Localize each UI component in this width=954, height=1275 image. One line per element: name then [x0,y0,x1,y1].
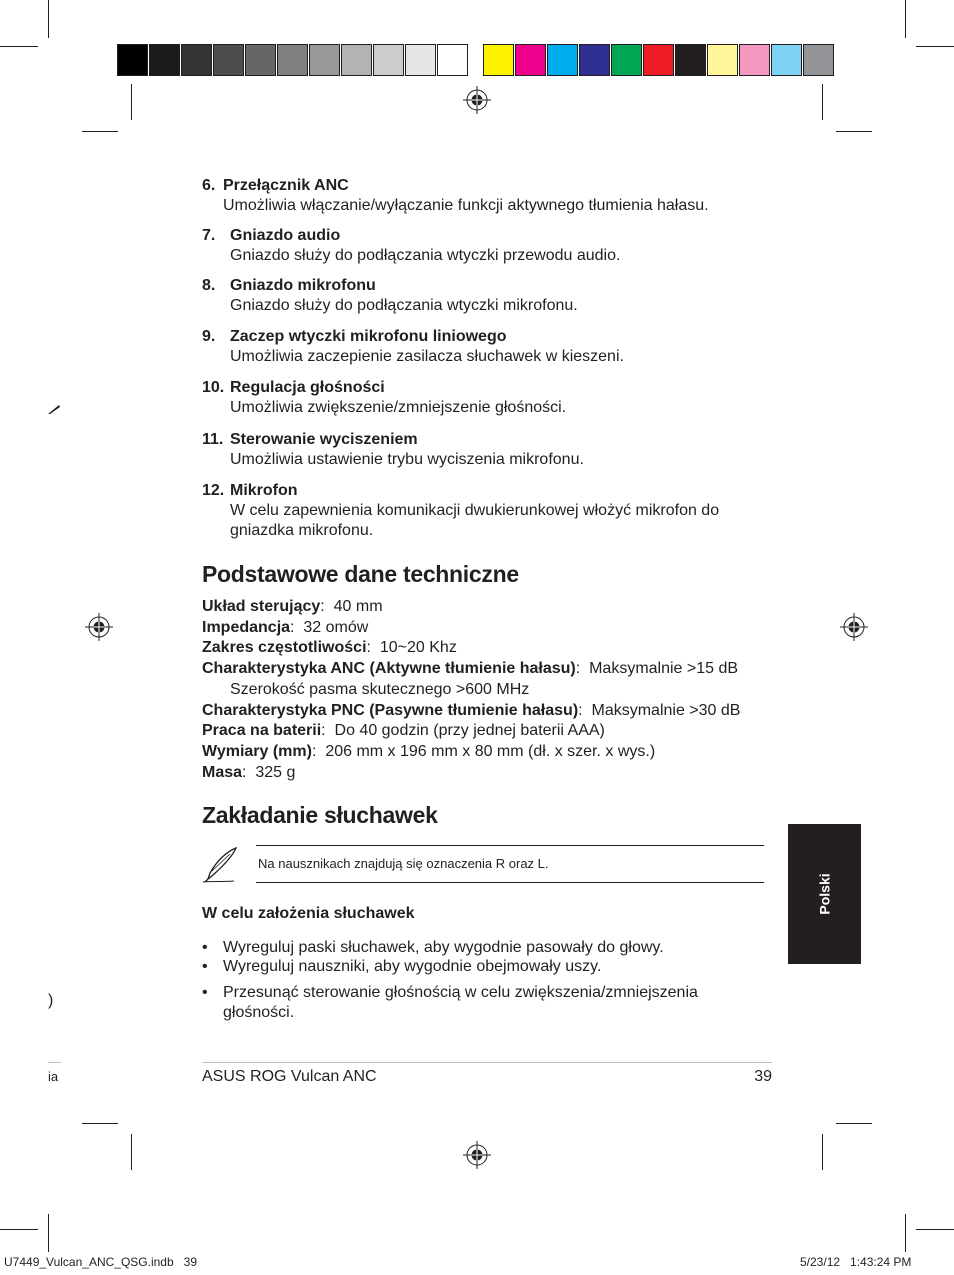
bullet-text: Wyreguluj paski słuchawek, aby wygodnie pasowały do głowy. [223,939,664,956]
registration-mark-icon [463,1141,491,1169]
note-pen-icon [200,845,240,885]
feature-item-header [202,481,719,501]
crop-mark [916,46,954,47]
feature-item-description: Gniazdo służy do podłączania wtyczki mikrofonu. [230,297,578,314]
gray-swatch [405,44,436,76]
process-swatch [643,44,674,76]
specs-heading: Podstawowe dane techniczne [202,561,519,587]
feature-item-description: gniazdka mikrofonu. [230,522,374,539]
gray-swatch [117,44,148,76]
spec-value: 206 mm x 196 mm x 80 mm (dł. x szer. x wys.) [325,742,656,760]
feature-item-number: 7. [202,227,216,244]
spec-row [202,618,740,639]
spec-row [202,763,740,784]
registration-mark-icon [85,613,113,641]
process-swatch [771,44,802,76]
slug-datetime: 5/23/12 1:43:24 PM [800,1255,912,1269]
feature-item-title: Mikrofon [230,482,298,499]
feature-item-header [202,276,578,296]
feature-item-number: 6. [202,177,216,194]
gray-swatch [181,44,212,76]
feature-item-title: Regulacja głośności [230,379,385,396]
process-swatch [611,44,642,76]
bullet-dot: • [202,958,208,975]
feature-item-number: 11. [202,431,224,448]
feature-item [202,176,709,216]
spec-separator: : [575,660,590,678]
feature-item-number: 12. [202,482,225,499]
process-swatch [515,44,546,76]
gray-swatch [213,44,244,76]
process-swatch [483,44,514,76]
slug-file: U7449_Vulcan_ANC_QSG.indb 39 [4,1255,198,1269]
spec-row [202,701,740,722]
spec-label: Układ sterujący [202,598,321,615]
crop-mark [836,131,872,132]
feature-item-number: 9. [202,328,216,345]
spec-label: Masa [202,763,243,781]
registration-mark-icon [463,86,491,114]
feature-item-header [202,327,624,347]
spec-value: 32 omów [303,618,369,636]
bullet-dot: • [202,939,208,956]
footer-rule [202,1062,772,1063]
feature-item-title: Sterowanie wyciszeniem [230,431,418,448]
feature-item-header [202,176,709,196]
feature-item [202,430,584,470]
crop-mark [82,131,118,132]
spec-value: Maksymalnie >15 dB [589,660,739,678]
gray-swatch [245,44,276,76]
spec-separator: : [311,742,326,760]
pen-fragment-icon [47,403,61,415]
page-number: 39 [754,1068,772,1085]
spec-value: 325 g [255,763,296,781]
process-swatch [675,44,706,76]
note-rule-bottom [256,882,764,883]
spec-separator: : [366,639,380,657]
feature-item-description: Umożliwia zwiększenie/zmniejszenie głośności. [230,399,567,416]
spec-row [202,597,740,618]
crop-mark [905,0,906,38]
language-side-tab [788,824,861,964]
process-swatch [579,44,610,76]
feature-item [202,226,620,266]
spec-row [202,680,740,701]
feature-item-number: 10. [202,379,225,396]
registration-mark-icon [840,613,868,641]
bullet-text: Przesunąć sterowanie głośnością w celu zwiększenia/zmniejszenia głośności. [223,984,698,1021]
feature-item-title: Przełącznik ANC [223,177,349,194]
crop-mark [905,1214,906,1252]
gray-swatch [437,44,468,76]
wearing-subheading: W celu założenia słuchawek [202,905,415,922]
left-footer-fragment: ia [48,1069,59,1084]
feature-item-number: 8. [202,277,216,294]
spec-label: Wymiary (mm) [202,742,312,760]
feature-item-header [202,430,584,450]
spec-separator: : [290,618,304,636]
gray-swatch [341,44,372,76]
spec-value: Do 40 godzin (przy jednej baterii AAA) [334,722,605,740]
feature-item [202,276,578,316]
crop-mark [82,1123,118,1124]
crop-mark [48,0,49,38]
feature-item [202,378,566,418]
crop-mark [916,1229,954,1230]
spec-value: 10~20 Khz [379,639,457,657]
spec-row [202,742,740,763]
feature-item-title: Zaczep wtyczki mikrofonu liniowego [230,328,507,345]
feature-item-description: Umożliwia ustawienie trybu wyciszenia mikrofonu. [230,451,584,468]
note-rule-top [256,845,764,846]
gray-swatch [373,44,404,76]
spec-label: Charakterystyka ANC (Aktywne tłumienie hałasu) [202,660,576,678]
feature-item-description: Gniazdo służy do podłączania wtyczki przewodu audio. [230,247,621,264]
spec-row [202,659,740,680]
crop-mark [836,1123,872,1124]
feature-item-title: Gniazdo mikrofonu [230,277,376,294]
gray-swatch [309,44,340,76]
spec-separator: : [242,763,256,781]
wearing-heading: Zakładanie słuchawek [202,802,438,828]
feature-item-description: Umożliwia włączanie/wyłączanie funkcji aktywnego tłumienia hałasu. [223,197,709,214]
bullet-text: Wyreguluj nauszniki, aby wygodnie obejmowały uszy. [223,958,602,975]
bullet-item [202,983,722,1023]
specs-rows [202,597,740,783]
crop-mark [822,84,823,120]
spec-label: Praca na baterii [202,722,322,740]
spec-row [202,721,740,742]
process-swatch [739,44,770,76]
bullet-item [202,957,742,977]
bullet-item [202,938,742,958]
spec-separator: : [320,598,334,615]
feature-item-description: W celu zapewnienia komunikacji dwukierunkowej włożyć mikrofon do [230,502,720,519]
spec-separator: : [578,701,592,719]
crop-mark [822,1134,823,1170]
spec-separator: : [321,722,335,740]
feature-item [202,327,624,367]
spec-value: Maksymalnie >30 dB [591,701,741,719]
left-paren-fragment: ) [48,992,54,1009]
process-swatch [547,44,578,76]
bullet-dot: • [202,984,208,1001]
side-tab-label: Polski [816,873,833,915]
crop-mark [131,1134,132,1170]
feature-item-header [202,226,620,246]
crop-mark [0,1229,38,1230]
left-footer-rule [48,1062,61,1063]
spec-row [202,638,740,659]
spec-label: Zakres częstotliwości [202,639,367,657]
feature-item [202,481,719,541]
feature-item-title: Gniazdo audio [230,227,341,244]
gray-swatch [149,44,180,76]
spec-label: Charakterystyka PNC (Pasywne tłumienie hałasu) [202,701,579,719]
spec-label: Impedancja [202,618,291,636]
gray-swatch [277,44,308,76]
feature-item-header [202,378,566,398]
feature-item-description: Umożliwia zaczepienie zasilacza słuchawek w kieszeni. [230,348,624,365]
crop-mark [131,84,132,120]
crop-mark [48,1214,49,1252]
footer-product: ASUS ROG Vulcan ANC [202,1068,377,1085]
note-text: Na nausznikach znajdują się oznaczenia R oraz L. [258,856,549,871]
spec-value: Szerokość pasma skutecznego >600 MHz [230,680,530,698]
process-swatch [803,44,834,76]
spec-value: 40 mm [333,598,383,615]
crop-mark [0,46,38,47]
process-swatch [707,44,738,76]
